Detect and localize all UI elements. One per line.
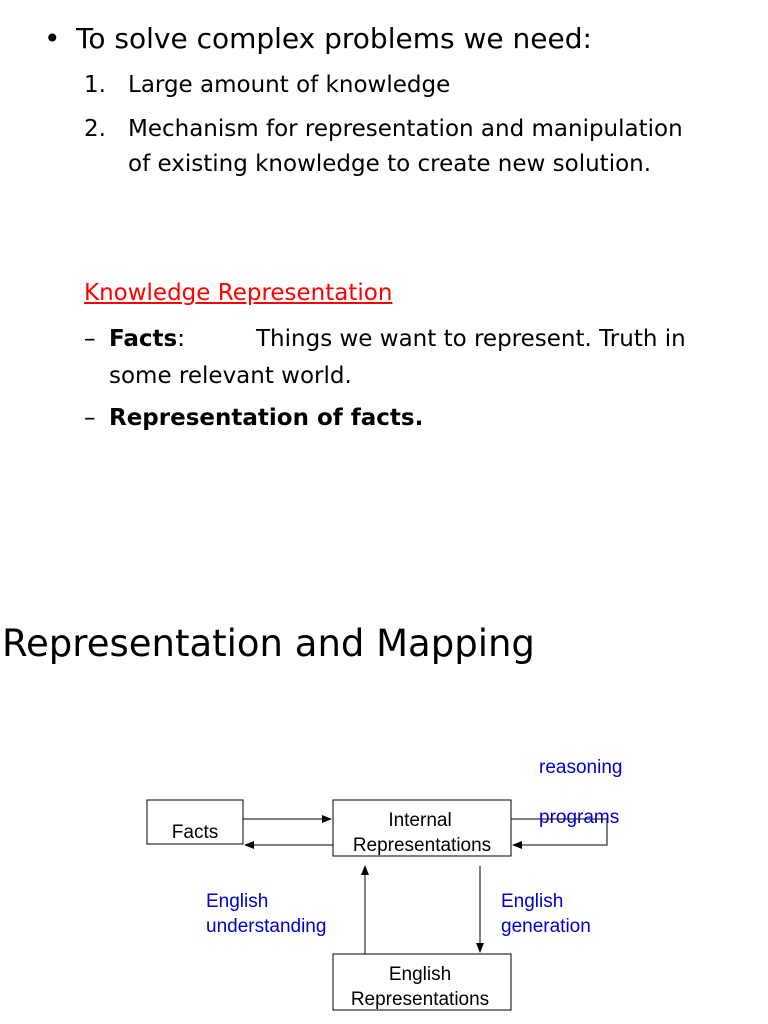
- item-text-line-1: Mechanism for representation and manipulation: [128, 116, 683, 142]
- facts-description-line-1: Things we want to represent. Truth in: [256, 326, 686, 352]
- english-label-line-2: Representations: [350, 989, 490, 1010]
- internal-label-line-1: Internal: [388, 810, 452, 831]
- item-text-line-2: of existing knowledge to create new solution.: [128, 151, 652, 177]
- main-bullet-text: To solve complex problems we need:: [76, 22, 592, 55]
- understanding-label-line-1: English: [206, 891, 269, 912]
- generation-label-line-2: generation: [501, 916, 591, 937]
- numbered-item-2: [84, 112, 744, 184]
- facts-line: [109, 321, 185, 358]
- internal-label-line-2: Representations: [352, 835, 492, 856]
- main-bullet: [44, 22, 644, 62]
- item-number: 2.: [84, 116, 106, 142]
- dash-marker: –: [84, 405, 96, 431]
- reasoning-label: reasoning: [539, 757, 623, 778]
- dash-item-representation: [84, 400, 584, 437]
- mapping-diagram: [0, 740, 768, 1024]
- numbered-item-1: [84, 68, 724, 104]
- facts-label: Facts: [109, 326, 178, 352]
- item-number: 1.: [84, 72, 106, 98]
- bullet-dot: •: [44, 22, 61, 55]
- item-text: Large amount of knowledge: [128, 72, 451, 98]
- facts-box-label: Facts: [171, 822, 219, 843]
- programs-label: programs: [539, 807, 620, 828]
- understanding-label-line-2: understanding: [206, 916, 327, 937]
- facts-colon: :: [177, 326, 185, 352]
- english-label-line-1: English: [388, 964, 452, 985]
- dash-marker: –: [84, 326, 96, 352]
- slide-title: Representation and Mapping: [2, 622, 535, 665]
- representation-of-facts: Representation of facts.: [109, 405, 424, 431]
- generation-label-line-1: English: [501, 891, 564, 912]
- knowledge-representation-title: Knowledge Representation: [84, 280, 393, 306]
- dash-item-facts: [84, 321, 744, 395]
- facts-description-line-2: some relevant world.: [109, 363, 352, 389]
